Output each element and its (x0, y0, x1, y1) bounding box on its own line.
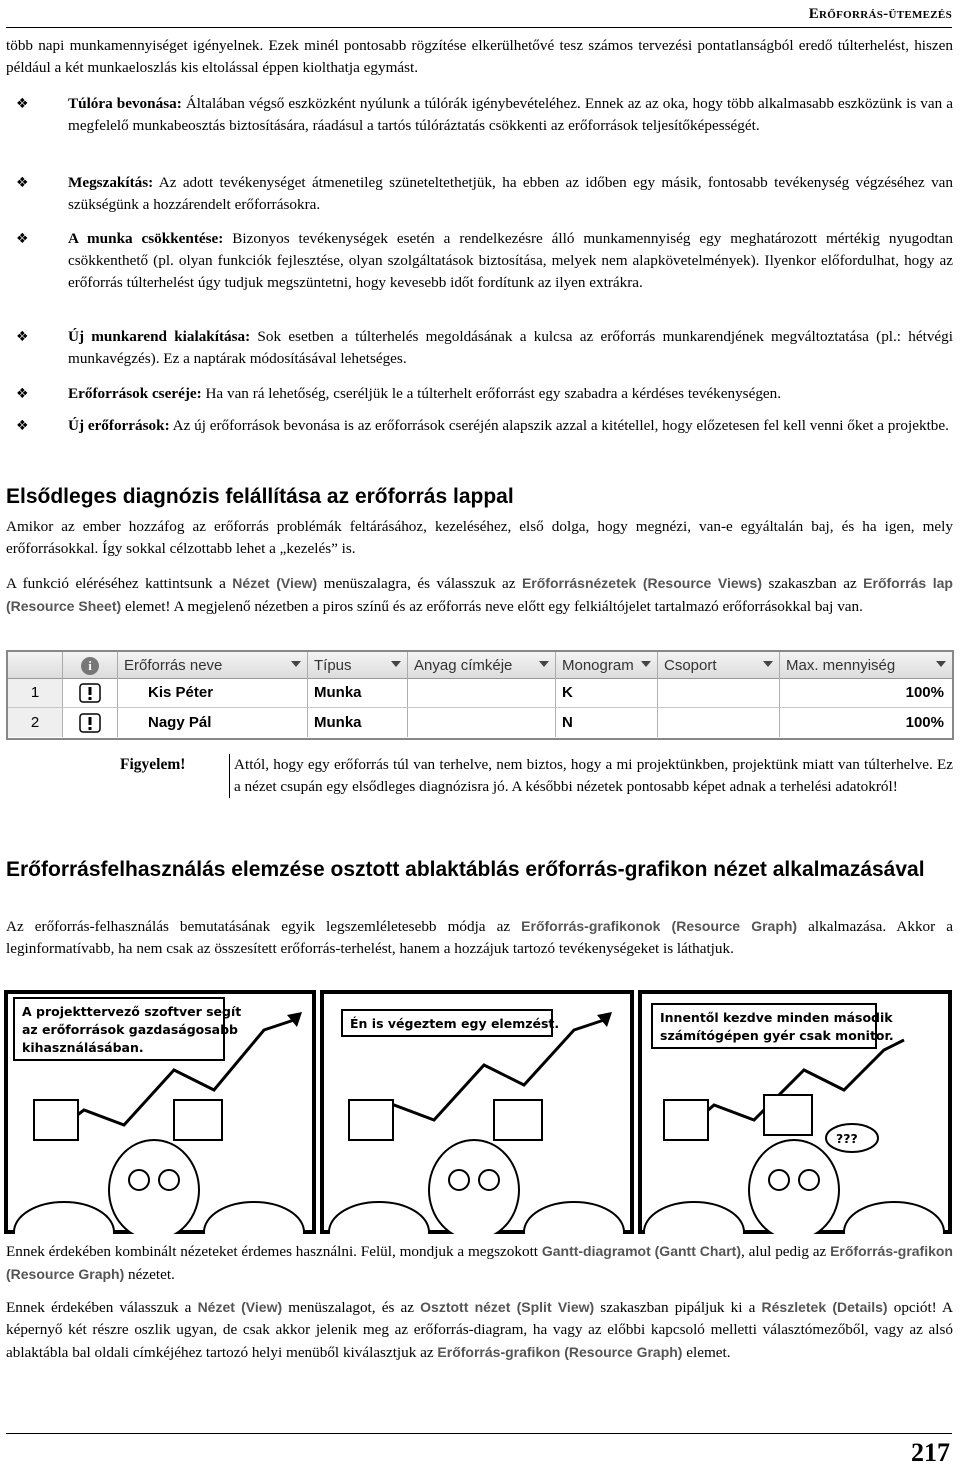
text-run: Ennek érdekében válasszuk a (6, 1299, 198, 1316)
row-id: 1 (8, 679, 63, 707)
running-header (6, 0, 952, 28)
column-label: Max. mennyiség (786, 656, 896, 674)
dropdown-arrow-icon[interactable] (641, 661, 651, 667)
resource-group (658, 708, 780, 737)
column-label: Monogram (562, 656, 634, 674)
overallocation-warning-icon (79, 683, 101, 703)
ui-term-resource-graph: Erőforrás-grafikon (Resource Graph) (6, 1243, 953, 1282)
text-run: Ennek érdekében kombinált nézeteket érdemes használni. Felül, mondjuk a megszokott (6, 1243, 542, 1260)
diamond-bullet-icon: ❖ (16, 329, 29, 345)
column-label: Csoport (664, 656, 717, 674)
bullet-text: Az adott tevékenységet átmenetileg szüneteltethetjük, ha ebben az időben egy másik, fontosabb tevékenység végzéséhez van szükségünk a hozzárendelt erőforrásokra. (68, 174, 953, 213)
text-run: Az erőforrás-felhasználás bemutatásának egyik legszemléletesebb módja az (6, 918, 522, 935)
dropdown-arrow-icon[interactable] (291, 661, 301, 667)
overallocation-warning-icon (79, 713, 101, 733)
bullet-title: Túlóra bevonása: (68, 95, 182, 112)
resource-initials: N (556, 708, 658, 737)
ui-term-resource-graph: Erőforrás-grafikonok (Resource Graph) (521, 918, 798, 934)
dropdown-arrow-icon[interactable] (763, 661, 773, 667)
diamond-bullet-icon: ❖ (16, 386, 29, 402)
intro-paragraph: több napi munkamennyiséget igényelnek. Ezek minél pontosabb rögzítése elkerülhetővé tesz számos tervezési pontatlanságból eredő túlterhelést, hiszen például a két munkaeloszlás kis eltolással éppen kiolthatja egymást. (6, 37, 953, 76)
column-header-name[interactable] (118, 652, 308, 679)
text-run: A funkció eléréséhez kattintsunk a (6, 575, 233, 592)
bullet-text: Sok esetben a túlterhelés megoldásának a kulcsa az erőforrás munkarendjének megváltoztatása (pl.: hétvégi munkavégzés). Ez a naptárak módosításával lehetséges. (68, 328, 953, 367)
comic-text: Én is végeztem egy elemzést. (350, 1016, 560, 1031)
comic-strip (4, 990, 954, 1234)
section1-paragraph-2 (6, 572, 953, 618)
warning-indicator (63, 679, 118, 707)
text-run: elemet. (682, 1344, 731, 1361)
ui-term-split-view: Osztott nézet (Split View) (420, 1299, 595, 1315)
bullet-title: Új munkarend kialakítása: (68, 328, 251, 345)
text-run: szakaszban az (762, 575, 864, 592)
resource-max-units: 100% (905, 684, 944, 701)
section2-paragraph-1 (6, 915, 953, 960)
text-run: opciót! A képernyő két részre oszlik ugyan, de csak akkor jelenik meg az erőforrás-diagram, ha vagy az előbbi kapcsoló melletti választómezőből, vagy az alsó ablaktábla bal oldali címkéjéhez tartozó helyi menüből kiválasztjuk az (6, 1299, 954, 1361)
page-number: 217 (911, 1438, 950, 1467)
text-run: menüszalagot, és az (282, 1299, 421, 1316)
bullet-item (6, 326, 953, 370)
bullet-text: Bizonyos tevékenységek esetén a rendelkezésre álló munkamennyiség egy meghatározott mértékig nyugodtan csökkenthető (pl. olyan funkciók fejlesztése, olyan szolgáltatások biztosítása, melyek nem alapkövetelmények). Ilyenkor előfordulhat, hogy az erőforrás túlterhelést úgy tudjuk megszüntetni, hogy kevesebb időt fordítunk az ilyen extrákra. (68, 230, 953, 291)
text-run: , alul pedig az (741, 1243, 831, 1260)
resource-type: Munka (308, 708, 408, 737)
ui-term-resource-graph: Erőforrás-grafikon (Resource Graph) (437, 1344, 683, 1360)
bullet-text: Általában végső eszközként nyúlunk a túlórák igénybevételéhez. Ennek az az oka, hogy több alkalmasabb eszközünk is van a megfelelő munkabeosztás biztosítására, ráadásul a tartós túlóráztatás csökkenti az erőforrások teljesítőképességét. (68, 95, 954, 134)
column-header-group[interactable] (658, 652, 780, 679)
section1-paragraph-1: Amikor az ember hozzáfog az erőforrás problémák feltárásához, kezeléséhez, első dolga, hogy megnézi, van-e egyáltalán baj, és ha igen, mely erőforrásokkal. Így sokkal célzottabb lehet a „kezelés” is. (6, 518, 953, 557)
comic-text: ??? (836, 1131, 858, 1146)
comic-text: kihasználásában. (22, 1040, 144, 1055)
column-header-material[interactable] (408, 652, 556, 679)
diamond-bullet-icon: ❖ (16, 96, 29, 112)
bullet-title: Új erőforrások: (68, 417, 170, 434)
resource-max-units: 100% (905, 713, 944, 731)
bullet-item (6, 228, 953, 294)
comic-text: Innentől kezdve minden második (660, 1010, 893, 1025)
indicator-header[interactable] (63, 652, 118, 679)
resource-material (408, 708, 556, 737)
text-run: elemet! A megjelenő nézetben a piros színű és az erőforrás neve előtt egy felkiáltójelet tartalmazó erőforrásokkal baj van. (121, 598, 863, 615)
column-label: Típus (314, 656, 352, 674)
row-id: 2 (8, 708, 63, 737)
column-header-initials[interactable] (556, 652, 658, 679)
comic-panel-2 (322, 992, 632, 1234)
comic-text: az erőforrások gazdaságosabb (22, 1022, 238, 1037)
bullet-item (6, 415, 953, 437)
bullet-item (6, 383, 953, 405)
ui-term-gantt-chart: Gantt-diagramot (Gantt Chart) (541, 1243, 741, 1259)
info-icon: i (81, 657, 99, 675)
paragraph-split-view (6, 1296, 953, 1364)
table-row[interactable] (8, 679, 952, 708)
note-text: Attól, hogy egy erőforrás túl van terhelve, nem biztos, hogy a mi projektünkben, projektünk miatt van túlterhelve. Ez a nézet csupán egy elsődleges diagnózisra jó. A későbbi nézetek pontosabb képet adnak a terhelési adatokról! (229, 754, 953, 798)
bullet-text: Ha van rá lehetőség, cseréljük le a túlterhelt erőforrást egy szabadra a kérdéses tevékenységen. (201, 385, 782, 402)
header-title: Erőforrás-ütemezés (808, 6, 952, 22)
resource-type: Munka (308, 679, 408, 707)
section-heading: Erőforrásfelhasználás elemzése osztott ablaktáblás erőforrás-grafikon nézet alkalmazásával (6, 858, 925, 881)
table-row[interactable] (8, 708, 952, 737)
footer-divider (6, 1433, 952, 1434)
warning-indicator (63, 708, 118, 737)
bullet-title: Erőforrások cseréje: (68, 385, 202, 402)
diamond-bullet-icon: ❖ (16, 231, 29, 247)
resource-material (408, 679, 556, 707)
section-heading: Elsődleges diagnózis felállítása az erőforrás lappal (6, 485, 514, 508)
diamond-bullet-icon: ❖ (16, 175, 29, 191)
dropdown-arrow-icon[interactable] (391, 661, 401, 667)
resource-sheet-screenshot (6, 650, 954, 740)
bullet-item (6, 172, 953, 216)
resource-name: Kis Péter (118, 679, 308, 707)
ui-term-details: Részletek (Details) (761, 1299, 888, 1315)
table-header-row (8, 652, 952, 679)
comic-panel-3 (640, 992, 950, 1234)
ui-term-resource-views: Erőforrásnézetek (Resource Views) (521, 575, 762, 591)
text-run: menüszalagra, és válasszuk az (317, 575, 522, 592)
bullet-title: Megszakítás: (68, 174, 154, 191)
dropdown-arrow-icon[interactable] (539, 661, 549, 667)
column-label: Erőforrás neve (124, 656, 223, 674)
row-number-header (8, 652, 63, 679)
bullet-item (6, 93, 953, 137)
text-run: alkalmazása. Akkor a leginformatívabb, ha nem csak az összesített erőforrás-terhelést, hanem a hozzájuk tartozó tevékenységeket is láthatjuk. (6, 918, 953, 957)
resource-name: Nagy Pál (118, 708, 308, 737)
column-header-type[interactable] (308, 652, 408, 679)
text-run: nézetet. (124, 1266, 175, 1283)
diamond-bullet-icon: ❖ (16, 418, 29, 434)
resource-initials: K (556, 679, 658, 707)
bullet-text: Az új erőforrások bevonása is az erőforrások cseréjén alapszik azzal a kitétellel, hogy előzetesen fel kell venni őket a projektbe. (169, 417, 949, 434)
comic-text: A projekttervező szoftver segít (22, 1004, 242, 1019)
ui-term-view: Nézet (View) (197, 1299, 283, 1315)
ui-term-resource-sheet: Erőforrás lap (Resource Sheet) (6, 575, 953, 614)
text-run: szakaszban pipáljuk ki a (594, 1299, 762, 1316)
ui-term-view: Nézet (View) (232, 575, 318, 591)
bullet-title: A munka csökkentése: (68, 230, 224, 247)
comic-panel-1 (6, 992, 314, 1234)
column-label: Anyag címkéje (414, 656, 513, 674)
column-header-max-units[interactable] (780, 652, 952, 679)
note-label: Figyelem! (120, 756, 186, 773)
paragraph-combined-views (6, 1240, 953, 1286)
resource-group (658, 679, 780, 707)
comic-text: számítógépen gyér csak monitor. (660, 1028, 894, 1043)
dropdown-arrow-icon[interactable] (936, 661, 946, 667)
